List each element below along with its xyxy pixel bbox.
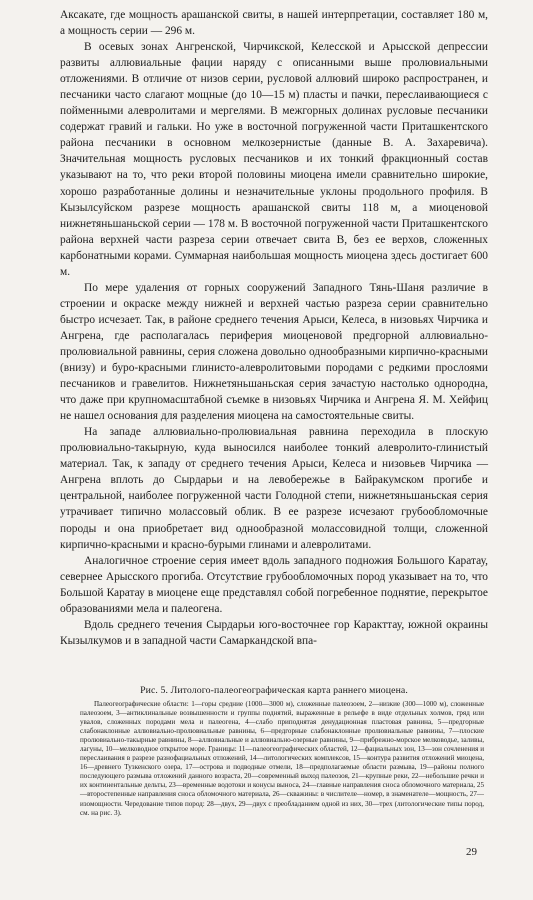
figure-legend	[80, 700, 484, 818]
body-paragraph: По мере удаления от горных сооружений Западного Тянь-Шаня различие в строении и окраске между нижней и верхней частью разреза серии сравнительно быстро исчезает. Так, в районе среднего течения Арыси, Келеса, в низовьях Чирчика и Ангрена, где располагалась периферия миоценовой предгорной аллювиально-пролювиальной равнины, серия сложена довольно однообразными кирпично-красными (внизу) и буро-красными глинисто-алевролитовыми породами с редкими прослоями песчаников и гравелитов. Нижнетяньшаньская серия зачастую настолько однородна, что даже при крупномасштабной съемке в низовьях Чирчика и Ангрена Я. М. Хейфиц не нашел основания для разделения миоцена на самостоятельные свиты.	[60, 281, 488, 423]
body-paragraph: В осевых зонах Ангренской, Чирчикской, Келесской и Арысской депрессии развиты аллювиальные фации наряду с описанными выше пролювиальными отложениями. В отличие от низов серии, русловой аллювий широко распространен, и песчаники часто слагают мощные (до 10—15 м) пласты и пачки, переслаивающиеся с пойменными алевролитами и мергелями. В межгорных долинах русловые песчаники содержат гравий и гальки. Но уже в восточной погруженной части Приташкентского района песчаники в основном мелкозернистые (данные В. А. Захаревича). Значительная мощность русловых песчаников и их тонкий фракционный состав указывают на то, что реки второй половины миоцена имели сравнительно широкие, хорошо разработанные долины и незначительные уклоны продольного профиля. В Кызылсуйском разрезе мощность арашанской свиты 118 м, а миоценовой нижнетяньшаньской серии — 178 м. В восточной погруженной части Приташкентского района верхней части разреза серии отвечает свита В, без ее верхов, сложенных карбонатными корами. Суммарная наибольшая мощность миоцена здесь достигает 600 м.	[60, 41, 488, 278]
body-paragraph: Аналогичное строение серия имеет вдоль западного подножия Большого Каратау, севернее Арысского прогиба. Отсутствие грубообломочных пород указывает на то, что Большой Каратау в миоцене еще представлял собой погребенное поднятие, перекрытое образованиями мела и палеогена.	[60, 554, 488, 615]
body-paragraph: На западе аллювиально-пролювиальная равнина переходила в плоскую пролювиально-такырную, куда выносился наиболее тонкий алевролито-глинистый материал. Так, к западу от среднего течения Арыси, Келеса и низовьев Чирчика — Ангрена вплоть до Сырдарьи и на левобережье в Байракумском прогибе и центральной, наиболее погруженной части Голодной степи, нижнетяньшаньская серия утрачивает типично молассовый облик. В ее разрезе исчезают грубообломочные породы и она приобретает вид однообразной молассовидной толщи, сложенной кирпично-красными и красно-бурыми глинами и алевролитами.	[60, 426, 488, 551]
figure-legend-text: Палеогеографические области: 1—горы средние (1000—3000 м), сложенные палеозоем, 2—низкие (300—1000 м), сложенные палеозоем, 3—антиклинальные возвышенности и группы поднятий, выраженные в рельефе в виде отдельных холмов, гряд или увалов, сложенных породами мела и палеогена, 4—слабо приподнятая денудационная пластовая равнина, 5—предгорные слабонаклонные аллювиально-пролювиальные равнины, 6—предгорные слабонаклонные пролювиальные равнины, 7—плоские пролювиально-такырные равнины, 8—аллювиальные и аллювиально-озерные равнины, 9—прибрежно-морское мелководье, заливы, лагуны, 10—мелководное открытое море. Границы: 11—палеогеографических областей, 12—фациальных зон, 13—зон сочленения и переслаивания в разрезе разнофациальных отложений, 14—литологических комплексов, 15—контура развития отложений миоцена, 16—древнего Тузкенского озера, 17—острова и подводные отмели, 18—предполагаемые области размыва, 19—районы полного последующего размыва отложений данного возраста, 20—современный выход палеозоя, 21—крупные реки, 22—небольшие речки и их континентальные дельты, 23—временные водотоки и конусы выноса, 24—главные направления сноса обломочного материала, 25—второстепенные направления сноса обломочного материала, 26—скважины: в числителе—номер, в знаменателе—мощность, 27—изомощности. Чередование типов пород: 28—двух, 29—двух с преобладанием одной из них, 30—трех (литологические типы пород, см. на рис. 3).	[80, 700, 484, 817]
body-paragraph: Вдоль среднего течения Сырдарьи юго-восточнее гор Каракттау, южной окраины Кызылкумов и в западной части Самаркандской впа-	[60, 618, 488, 647]
page-number: 29	[466, 846, 477, 858]
body-paragraph: Аксакате, где мощность арашанской свиты, в нашей интерпретации, составляет 180 м, а мощность серии — 296 м.	[60, 9, 488, 38]
figure-caption: Рис. 5. Литолого-палеогеографическая карта раннего миоцена.	[140, 685, 408, 696]
body-text	[60, 7, 488, 649]
